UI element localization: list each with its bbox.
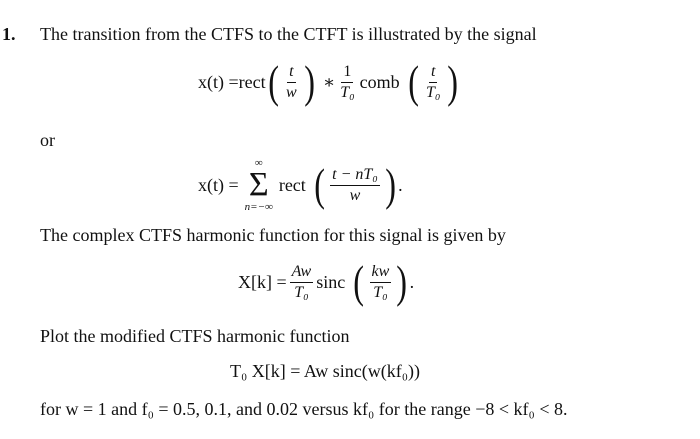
eq3-coefficient <box>290 262 314 303</box>
fraction-denominator: w <box>349 186 361 204</box>
equation-1 <box>198 54 461 110</box>
equation-3 <box>238 254 414 310</box>
left-paren: ( <box>407 56 419 107</box>
fraction-denominator: T₀ <box>425 83 441 101</box>
summation-upper-limit: ∞ <box>254 157 263 169</box>
fraction-numerator: 1 <box>341 62 353 83</box>
left-paren: ( <box>314 159 325 210</box>
final-text: for w = 1 and f₀ = 0.5, 0.1, and 0.02 versus kf₀ for the range −8 < kf₀ < 8. <box>40 399 568 419</box>
problem-number: 1. <box>2 24 16 44</box>
right-paren: ) <box>447 56 459 107</box>
plot-text: Plot the modified CTFS harmonic function <box>40 326 350 346</box>
eq2-period: . <box>398 174 403 195</box>
convolution-symbol: ∗ <box>322 71 336 92</box>
intro-text: The transition from the CTFS to the CTFT is illustrated by the signal <box>40 24 537 44</box>
right-paren: ) <box>385 159 396 210</box>
eq3-argument <box>370 262 392 303</box>
fraction-denominator: w <box>285 83 297 101</box>
eq1-comb-fraction <box>424 62 442 103</box>
fraction-numerator: kw <box>370 262 392 283</box>
eq3-period: . <box>409 271 415 292</box>
right-paren: ) <box>396 256 408 307</box>
eq2-rect: rect <box>278 174 306 195</box>
eq1-rect: rect <box>238 71 266 92</box>
or-text: or <box>40 130 55 150</box>
eq2-lhs: x(t) = <box>198 174 239 195</box>
fraction-denominator: T₀ <box>340 83 355 101</box>
summation-symbol: Σ <box>248 166 269 203</box>
eq3-lhs: X[k] = <box>238 271 287 292</box>
eq3-sinc: sinc <box>316 271 346 292</box>
equation-4: T₀ X[k] = Aw sinc(w(kf₀)) <box>230 361 421 381</box>
eq1-comb: comb <box>359 71 400 92</box>
fraction-numerator: t <box>429 62 437 83</box>
right-paren: ) <box>303 56 315 107</box>
eq2-fraction <box>330 165 380 206</box>
fraction-denominator: T₀ <box>294 283 309 301</box>
fraction-numerator: Aw <box>290 262 314 283</box>
eq1-rect-fraction <box>284 62 299 103</box>
left-paren: ( <box>353 256 365 307</box>
equation-2 <box>198 157 403 213</box>
harmonic-text: The complex CTFS harmonic function for this signal is given by <box>40 225 506 245</box>
fraction-numerator: t − nT₀ <box>330 165 380 186</box>
fraction-numerator: t <box>287 62 295 83</box>
summation-lower-limit: n=−∞ <box>244 201 273 213</box>
eq1-lhs: x(t) = <box>198 71 239 92</box>
fraction-denominator: T₀ <box>373 283 388 301</box>
eq1-coefficient <box>338 62 356 103</box>
left-paren: ( <box>267 56 279 107</box>
summation <box>245 157 273 213</box>
